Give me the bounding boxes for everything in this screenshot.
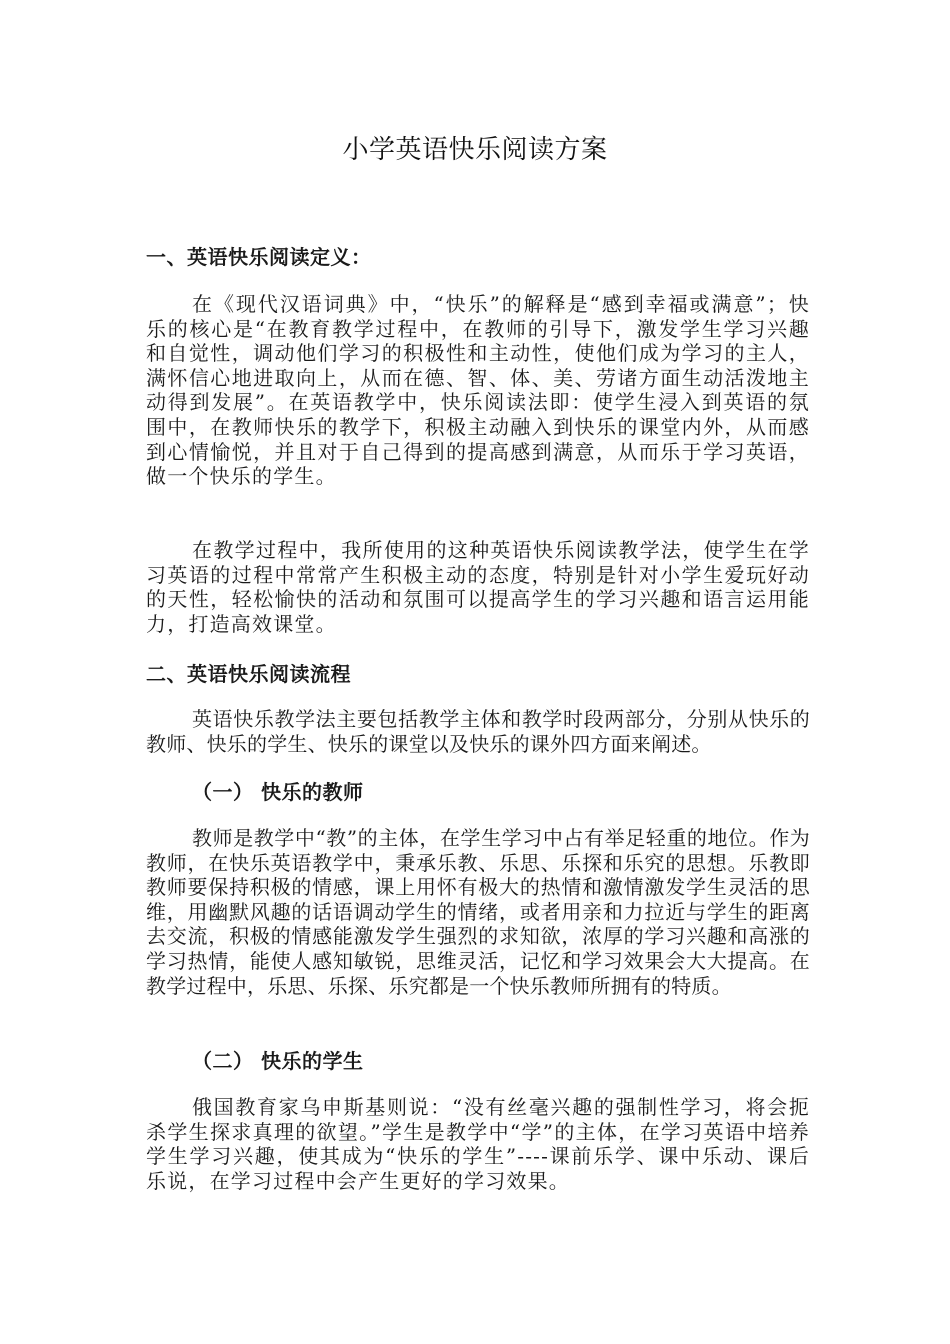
definition-paragraph-2: 在教学过程中，我所使用的这种英语快乐阅读教学法，使学生在学习英语的过程中常常产生积极主动的态度，特别是针对小学生爱玩好动的天性，轻松愉快的活动和氛围可以提高学生的学习兴趣和语言运用能力，打造高效课堂。 [146,538,810,636]
process-intro-paragraph: 英语快乐教学法主要包括教学主体和教学时段两部分，分别从快乐的教师、快乐的学生、快乐的课堂以及快乐的课外四方面来阐述。 [146,707,810,756]
definition-paragraph-1: 在《现代汉语词典》中，“快乐”的解释是“感到幸福或满意”；快乐的核心是“在教育教学过程中，在教师的引导下，激发学生学习兴趣和自觉性，调动他们学习的积极性和主动性，使他们成为学习的主人，满怀信心地进取向上，从而在德、智、体、美、劳诸方面生动活泼地主动得到发展”。在英语教学中，快乐阅读法即：使学生浸入到英语的氛围中，在教师快乐的教学下，积极主动融入到快乐的课堂内外，从而感到心情愉悦，并且对于自己得到的提高感到满意，从而乐于学习英语，做一个快乐的学生。 [146,292,810,489]
section-heading-process: 二、英语快乐阅读流程 [146,662,351,686]
document-title: 小学英语快乐阅读方案 [342,135,608,165]
section-heading-definition: 一、英语快乐阅读定义： [146,245,372,269]
subsection-heading-student: （二） 快乐的学生 [192,1049,364,1073]
teacher-paragraph: 教师是教学中“教”的主体，在学生学习中占有举足轻重的地位。作为教师，在快乐英语教学中，秉承乐教、乐思、乐探和乐究的思想。乐教即教师要保持积极的情感，课上用怀有极大的热情和激情激发学生灵活的思维，用幽默风趣的话语调动学生的情绪，或者用亲和力拉近与学生的距离去交流，积极的情感能激发学生强烈的求知欲，浓厚的学习兴趣和高涨的学习热情，能使人感知敏锐，思维灵活，记忆和学习效果会大大提高。在教学过程中，乐思、乐探、乐究都是一个快乐教师所拥有的特质。 [146,826,810,998]
subsection-heading-teacher: （一） 快乐的教师 [192,780,364,804]
student-paragraph: 俄国教育家乌申斯基则说：“没有丝毫兴趣的强制性学习，将会扼杀学生探求真理的欲望。”学生是教学中“学”的主体，在学习英语中培养学生学习兴趣，使其成为“快乐的学生”----课前乐学、课中乐动、课后乐说，在学习过程中会产生更好的学习效果。 [146,1095,810,1193]
